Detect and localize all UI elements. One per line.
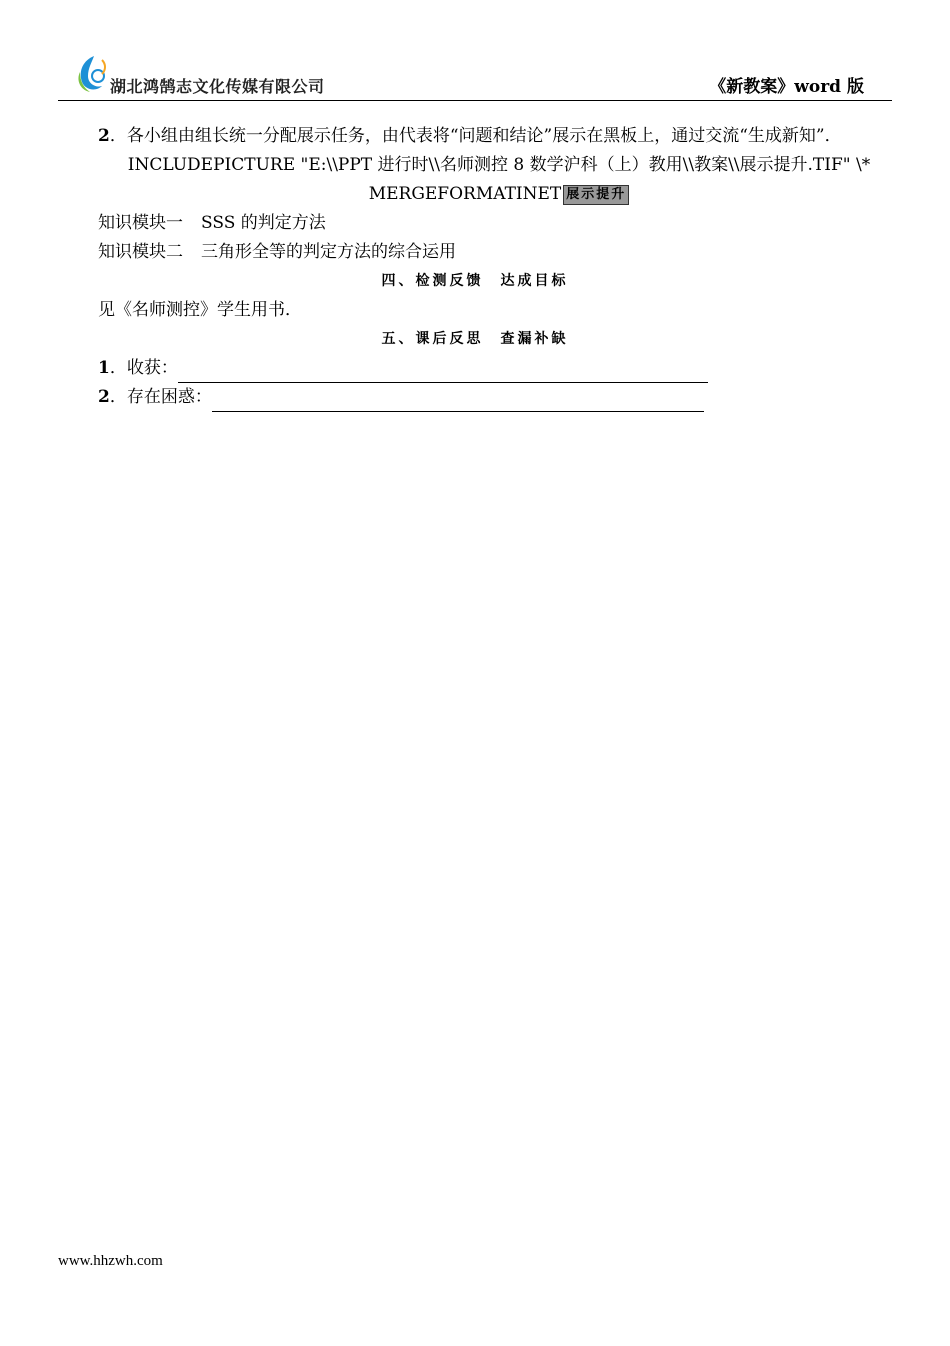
confusion-blank-line[interactable] — [212, 389, 704, 412]
footer-url: www.hhzwh.com — [58, 1253, 163, 1269]
paragraph-2: 2．各小组由组长统一分配展示任务，由代表将“问题和结论”展示在黑板上，通过交流“生成新知”． — [98, 126, 842, 146]
include-field-line-1: INCLUDEPICTURE "E:\\PPT 进行时\\名师测控 8 数学沪科（上）教用\\教案\\展示提升.TIF" \* — [127, 155, 871, 175]
company-logo-icon — [72, 54, 112, 94]
knowledge-module-2: 知识模块二 三角形全等的判定方法的综合运用 — [98, 242, 456, 262]
company-name: 湖北鸿鹄志文化传媒有限公司 — [110, 77, 325, 96]
section-4-heading: 四、检测反馈 达成目标 — [381, 273, 569, 289]
include-field-line-2: MERGEFORMATINET 展示提升 — [58, 180, 892, 209]
see-reference: 见《名师测控》学生用书． — [98, 300, 302, 320]
gains-blank-line[interactable] — [178, 360, 708, 383]
edition-label: 《新教案》word 版 — [709, 77, 864, 97]
section-5-heading: 五、课后反思 查漏补缺 — [381, 331, 569, 347]
knowledge-module-1: 知识模块一 SSS 的判定方法 — [98, 213, 326, 233]
show-improve-badge: 展示提升 — [563, 185, 629, 205]
reflection-item-1: 1．收获： — [58, 354, 892, 383]
page-header — [58, 52, 892, 101]
document-body — [58, 122, 892, 412]
reflection-item-2: 2．存在困惑： — [58, 383, 892, 412]
